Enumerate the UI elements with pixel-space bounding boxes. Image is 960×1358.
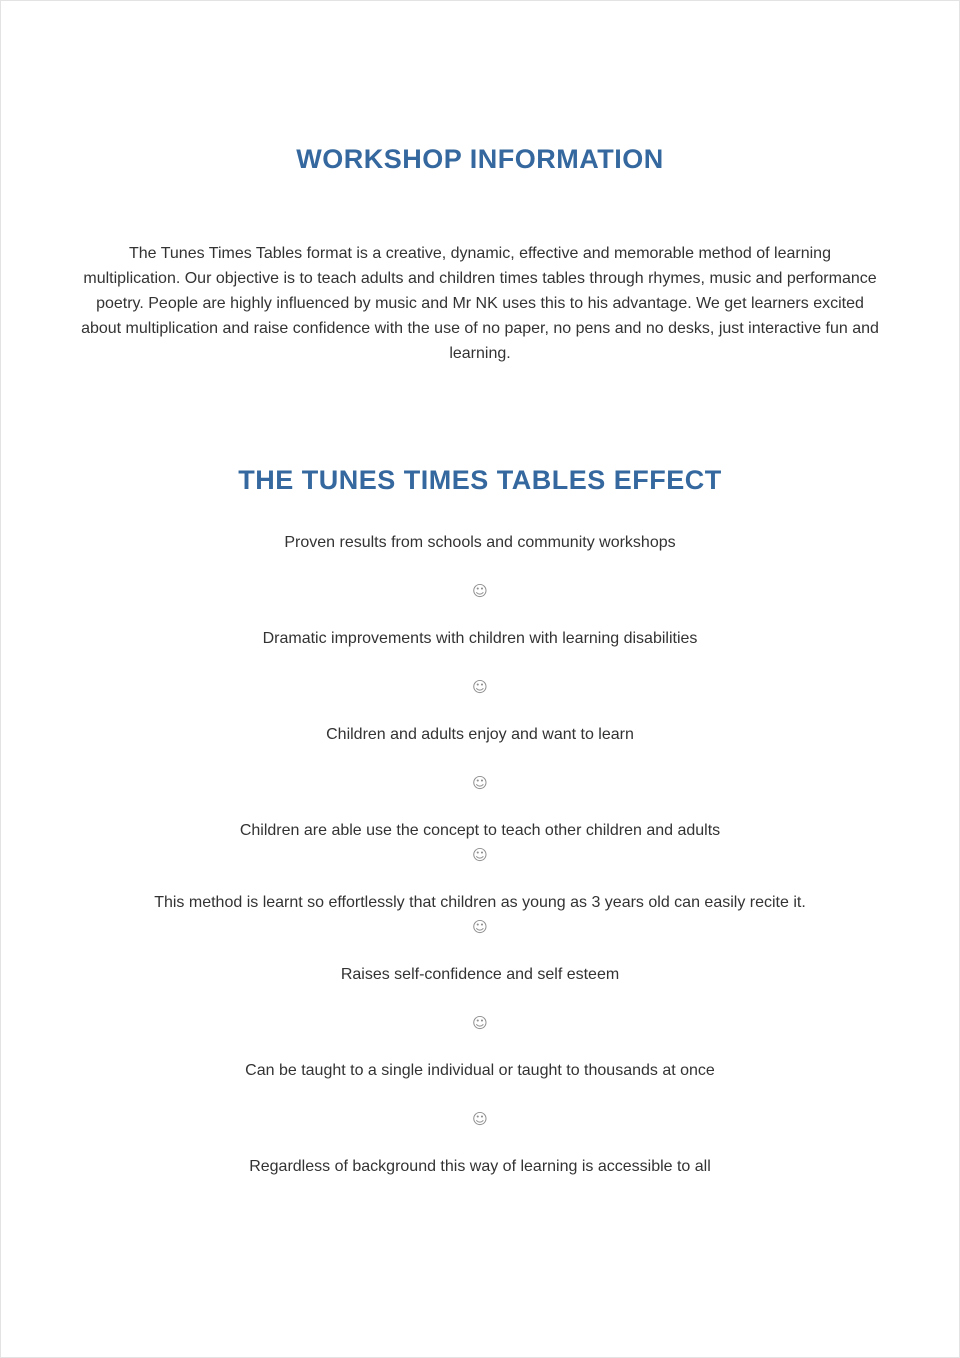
smiley-icon: ☺ [472, 1014, 488, 1032]
effect-section-title: THE TUNES TIMES TABLES EFFECT [238, 465, 722, 495]
effect-item: Children and adults enjoy and want to learn [326, 726, 634, 743]
smiley-icon: ☺ [472, 582, 488, 600]
smiley-icon: ☺ [472, 774, 488, 792]
smiley-icon: ☺ [472, 1110, 488, 1128]
intro-paragraph: The Tunes Times Tables format is a creative, dynamic, effective and memorable method of learning multiplication. Our objective is to teach adults and children times tables through rhymes, music and performance poetry. People are highly influenced by music and Mr NK uses this to his advantage. We get learners excited about multiplication and raise confidence with the use of no paper, no pens and no desks, just interactive fun and learning. [81, 245, 879, 362]
smiley-icon: ☺ [472, 918, 488, 936]
effect-item: Regardless of background this way of learning is accessible to all [249, 1158, 711, 1175]
smiley-icon: ☺ [472, 678, 488, 696]
effect-item: Children are able use the concept to teach other children and adults [239, 822, 721, 839]
effect-item: Can be taught to a single individual or taught to thousands at once [245, 1062, 715, 1079]
effect-list [1, 531, 959, 1179]
effect-item: Proven results from schools and community workshops [284, 534, 676, 551]
page-title: WORKSHOP INFORMATION [296, 144, 664, 174]
effect-item: This method is learnt so effortlessly that children as young as 3 years old can easily recite it. [154, 894, 806, 911]
effect-item: Raises self-confidence and self esteem [340, 966, 620, 983]
effect-item: Dramatic improvements with children with learning disabilities [262, 630, 698, 647]
smiley-icon: ☺ [472, 846, 488, 864]
